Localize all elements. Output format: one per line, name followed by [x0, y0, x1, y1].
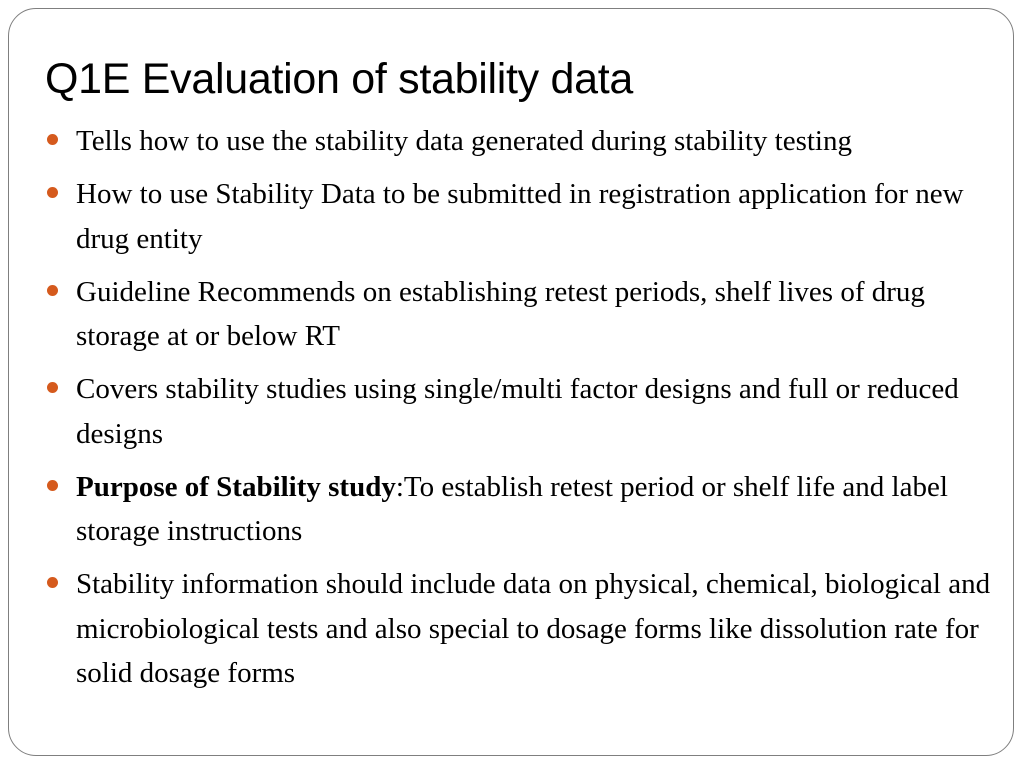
- bullet-item-purpose: [47, 465, 997, 554]
- slide-title: Q1E Evaluation of stability data: [45, 55, 633, 103]
- bullet-dot-icon: [47, 285, 58, 296]
- bullet-dot-icon: [47, 187, 58, 198]
- bullet-item-factor-designs: [47, 367, 997, 456]
- bullet-item-stability-data-usage: [47, 119, 997, 164]
- bullet-text: How to use Stability Data to be submitted in registration application for new drug entity: [76, 178, 964, 255]
- bullet-item-registration-application: [47, 172, 997, 261]
- bullet-text: Tells how to use the stability data generated during stability testing: [76, 125, 852, 157]
- bullet-bold-lead: Purpose of Stability study: [76, 470, 396, 503]
- bullet-text: Guideline Recommends on establishing retest periods, shelf lives of drug storage at or below RT: [76, 275, 925, 352]
- slide-frame: [8, 8, 1014, 756]
- bullet-text: Stability information should include data on physical, chemical, biological and microbiological tests and also special to dosage forms like dissolution rate for solid dosage forms: [76, 568, 991, 689]
- bullet-list: [47, 119, 997, 696]
- bullet-dot-icon: [47, 382, 58, 393]
- bullet-dot-icon: [47, 134, 58, 145]
- bullet-dot-icon: [47, 577, 58, 588]
- bullet-separator: :: [395, 470, 404, 503]
- bullet-dot-icon: [47, 480, 58, 491]
- bullet-item-stability-information: [47, 562, 997, 696]
- bullet-text: Covers stability studies using single/multi factor designs and full or reduced designs: [76, 373, 959, 450]
- bullet-item-retest-periods: [47, 270, 997, 359]
- bullet-text: To establish retest period or shelf life and label storage instructions: [76, 470, 948, 547]
